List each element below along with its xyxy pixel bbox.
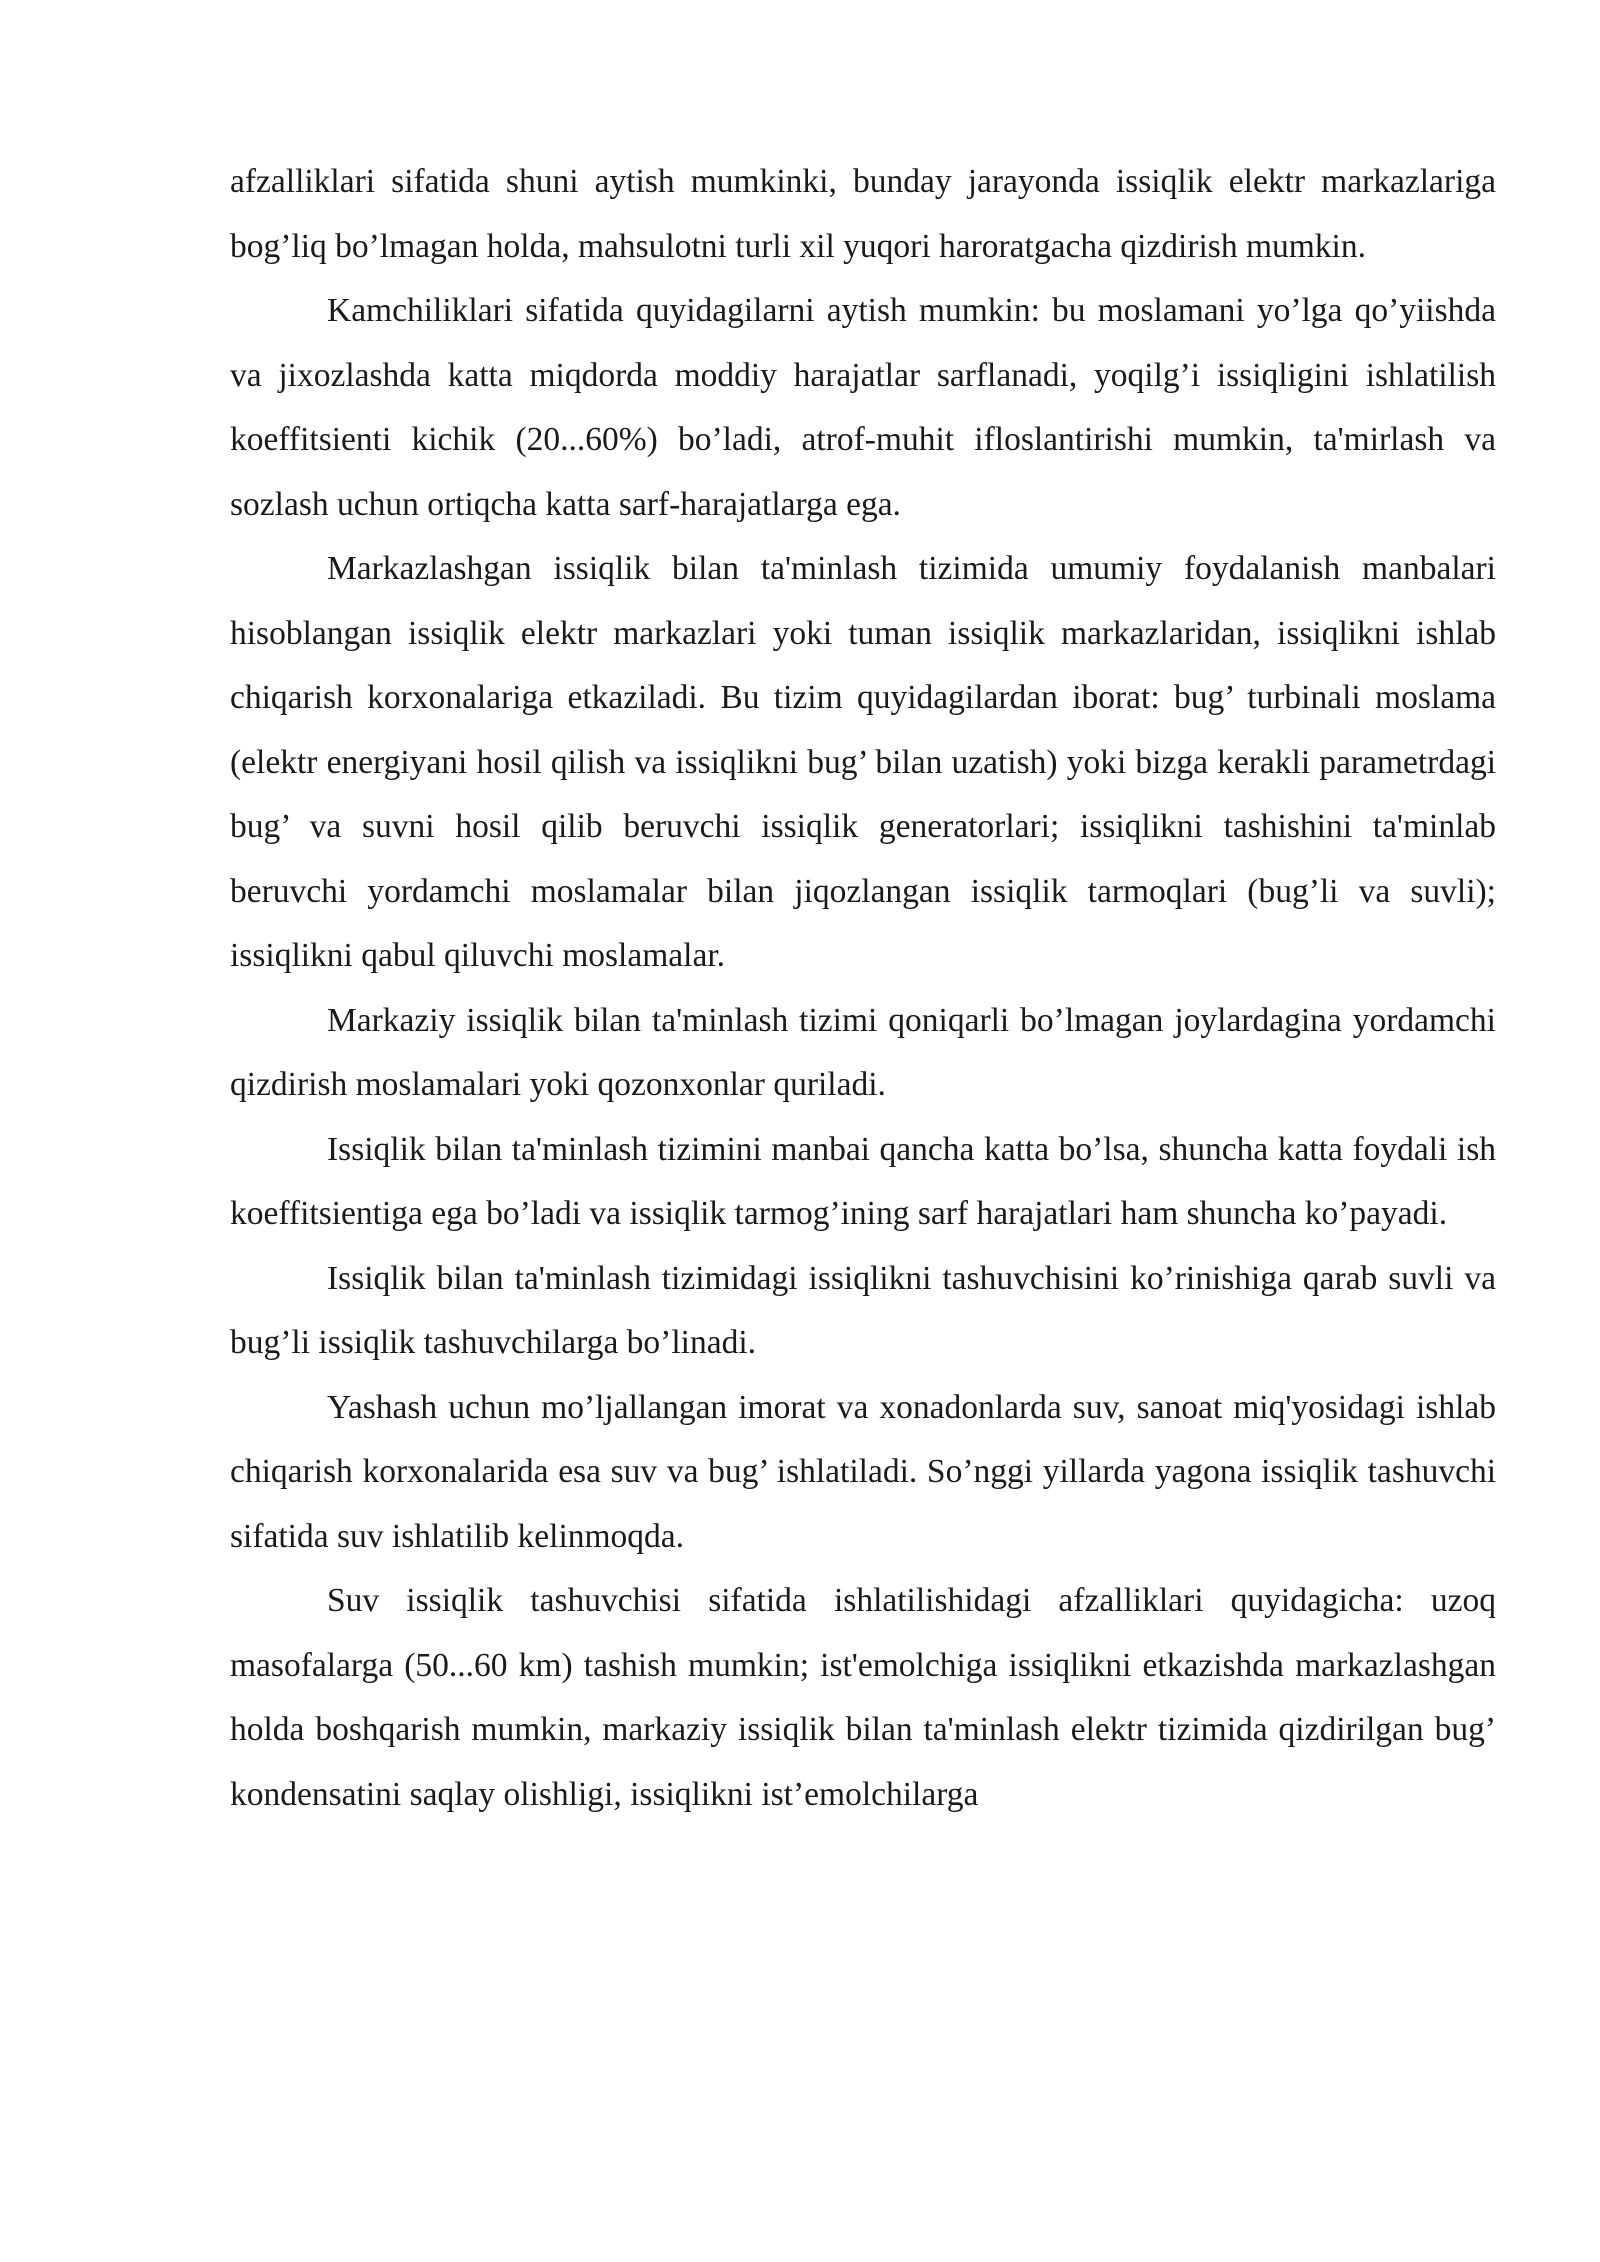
paragraph-3: Markazlashgan issiqlik bilan ta'minlash tizimida umumiy foydalanish manbalari hisoblangan issiqlik elektr markazlari yoki tuman issiqlik markazlaridan, issiqlikni ishlab chiqarish korxonalariga etkaziladi. Bu tizim quyidagilardan iborat: bug’ turbinali moslama (elektr energiyani hosil qilish va issiqlikni bug’ bilan uzatish) yoki bizga kerakli parametrdagi bug’ va suvni hosil qilib beruvchi issiqlik generatorlari; issiqlikni tashishini ta'minlab beruvchi yordamchi moslamalar bilan jiqozlangan issiqlik tarmoqlari (bug’li va suvli); issiqlikni qabul qiluvchi moslamalar. [230,550,1496,974]
paragraph-7: Yashash uchun mo’ljallangan imorat va xonadonlarda suv, sanoat miq'yosidagi ishlab chiqarish korxonalarida esa suv va bug’ ishlatiladi. So’nggi yillarda yagona issiqlik tashuvchi sifatida suv ishlatilib kelinmoqda. [230,1388,1496,1555]
paragraph-1: afzalliklari sifatida shuni aytish mumkinki, bunday jarayonda issiqlik elektr markazlariga bog’liq bo’lmagan holda, mahsulotni turli xil yuqori haroratgacha qizdirish mumkin. [230,163,1496,265]
paragraph-4: Markaziy issiqlik bilan ta'minlash tizimi qoniqarli bo’lmagan joylardagina yordamchi qizdirish moslamalari yoki qozonxonlar quriladi. [230,1001,1496,1103]
paragraph-6: Issiqlik bilan ta'minlash tizimidagi issiqlikni tashuvchisini ko’rinishiga qarab suvli va bug’li issiqlik tashuvchilarga bo’linadi. [230,1259,1496,1361]
paragraph-8: Suv issiqlik tashuvchisi sifatida ishlatilishidagi afzalliklari quyidagicha: uzoq masofalarga (50...60 km) tashish mumkin; ist'emolchiga issiqlikni etkazishda markazlashgan holda boshqarish mumkin, markaziy issiqlik bilan ta'minlash elektr tizimida qizdirilgan bug’ kondensatini saqlay olishligi, issiqlikni ist’emolchilarga [230,1582,1496,1813]
document-page [230,150,1496,1827]
paragraph-2: Kamchiliklari sifatida quyidagilarni aytish mumkin: bu moslamani yo’lga qo’yiishda va jixozlashda katta miqdorda moddiy harajatlar sarflanadi, yoqilg’i issiqligini ishlatilish koeffitsienti kichik (20...60%) bo’ladi, atrof-muhit ifloslantirishi mumkin, ta'mirlash va sozlash uchun ortiqcha katta sarf-harajatlarga ega. [230,292,1496,523]
paragraph-5: Issiqlik bilan ta'minlash tizimini manbai qancha katta bo’lsa, shuncha katta foydali ish koeffitsientiga ega bo’ladi va issiqlik tarmog’ining sarf harajatlari ham shuncha ko’payadi. [230,1130,1496,1232]
